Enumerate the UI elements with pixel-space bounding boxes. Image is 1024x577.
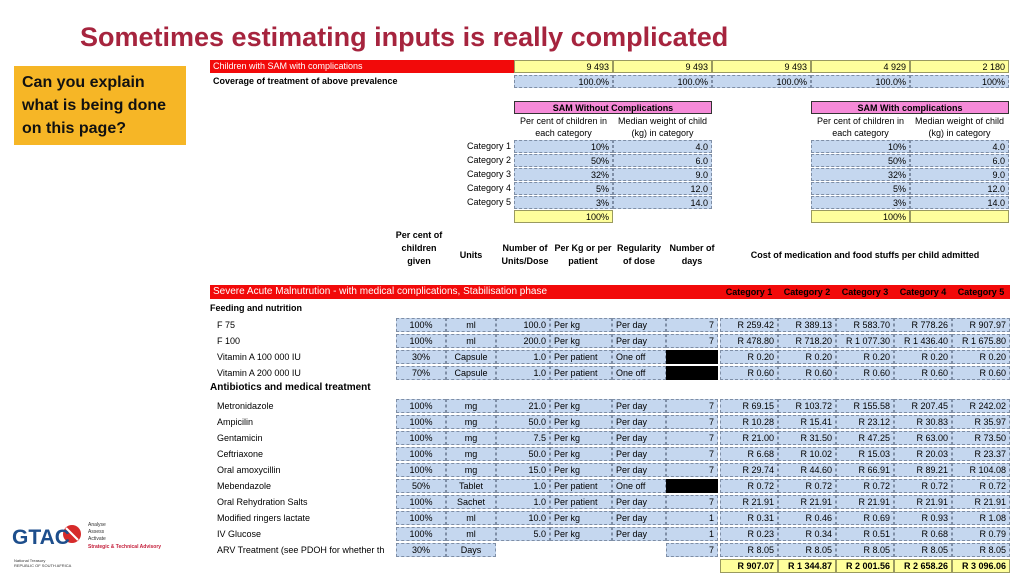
row-cost: R 44.60: [778, 463, 836, 477]
row-days-blank: [666, 479, 718, 493]
coverage-label: Coverage of treatment of above prevalence: [213, 76, 398, 86]
coverage-value[interactable]: 100.0%: [811, 75, 910, 88]
row-regularity[interactable]: Per day: [612, 318, 666, 332]
row-unit[interactable]: Capsule: [446, 350, 496, 364]
sam_with-header: SAM With complications: [811, 101, 1009, 114]
sam_without-weight[interactable]: 14.0: [613, 196, 712, 209]
row-perkg[interactable]: Per kg: [550, 511, 612, 525]
row-cost: R 778.26: [894, 318, 952, 332]
row-unit[interactable]: mg: [446, 447, 496, 461]
row-days[interactable]: 7: [666, 415, 718, 429]
row-days[interactable]: 7: [666, 447, 718, 461]
section-feeding: Feeding and nutrition: [210, 303, 302, 313]
row-cost: R 15.03: [836, 447, 894, 461]
row-cost: R 0.60: [952, 366, 1010, 380]
row-regularity[interactable]: Per day: [612, 463, 666, 477]
row-pct[interactable]: 100%: [396, 511, 446, 525]
row-perkg[interactable]: Per patient: [550, 495, 612, 509]
row-regularity[interactable]: One off: [612, 366, 666, 380]
category-header: Category 4: [894, 285, 952, 299]
row-cost: R 0.72: [952, 479, 1010, 493]
row-cost: R 0.72: [836, 479, 894, 493]
category-label: Category 4: [466, 183, 511, 193]
row-num-units[interactable]: 1.0: [496, 366, 550, 380]
sam_with-weight[interactable]: 14.0: [910, 196, 1009, 209]
row-perkg[interactable]: Per kg: [550, 447, 612, 461]
row-regularity[interactable]: Per day: [612, 431, 666, 445]
row-cost: R 35.97: [952, 415, 1010, 429]
row-name: Modified ringers lactate: [217, 513, 311, 523]
sam_without-weight[interactable]: 9.0: [613, 168, 712, 181]
row-cost: R 718.20: [778, 334, 836, 348]
sam_without-weight[interactable]: 12.0: [613, 182, 712, 195]
row-cost: R 103.72: [778, 399, 836, 413]
row-name: Gentamicin: [217, 433, 263, 443]
row-num-units[interactable]: 100.0: [496, 318, 550, 332]
row-days[interactable]: 7: [666, 495, 718, 509]
row-perkg[interactable]: Per kg: [550, 463, 612, 477]
callout-line-2: what is being done: [22, 97, 167, 114]
row-name: Ceftriaxone: [217, 449, 264, 459]
header-perkg: Per Kg or per patient: [554, 243, 612, 266]
row-perkg[interactable]: Per kg: [550, 415, 612, 429]
row-cost: R 104.08: [952, 463, 1010, 477]
row-name: Vitamin A 200 000 IU: [217, 368, 301, 378]
row-cost: R 0.34: [778, 527, 836, 541]
row-regularity[interactable]: Per day: [612, 511, 666, 525]
sam_without-pct[interactable]: 3%: [514, 196, 613, 209]
sam_with-weight[interactable]: 4.0: [910, 140, 1009, 153]
row-perkg[interactable]: Per patient: [550, 366, 612, 380]
coverage-value[interactable]: 100%: [910, 75, 1009, 88]
callout-line-3: on this page?: [22, 120, 126, 137]
row-unit[interactable]: Tablet: [446, 479, 496, 493]
row-name: IV Glucose: [217, 529, 262, 539]
row-perkg[interactable]: Per kg: [550, 399, 612, 413]
logo-text: GTAC: [12, 526, 70, 549]
row-cost: R 31.50: [778, 431, 836, 445]
header-regularity: Regularity of dose: [616, 243, 661, 266]
sam_with-weight[interactable]: 12.0: [910, 182, 1009, 195]
row-unit[interactable]: mg: [446, 463, 496, 477]
sam_without-pct[interactable]: 32%: [514, 168, 613, 181]
row-cost: R 0.60: [894, 366, 952, 380]
row-num-units[interactable]: 21.0: [496, 399, 550, 413]
coverage-value[interactable]: 100.0%: [613, 75, 712, 88]
sam_without-col2-header: Median weight of child (kg) in category: [617, 116, 708, 138]
row-perkg[interactable]: Per patient: [550, 479, 612, 493]
row-cost: R 29.74: [720, 463, 778, 477]
row-name: Vitamin A 100 000 IU: [217, 352, 301, 362]
row-cost: R 207.45: [894, 399, 952, 413]
row-cost: R 0.51: [836, 527, 894, 541]
row-cost: R 0.46: [778, 511, 836, 525]
row-unit[interactable]: Sachet: [446, 495, 496, 509]
sam_with-pct[interactable]: 32%: [811, 168, 910, 181]
category-header: Category 2: [778, 285, 836, 299]
category-header: Category 5: [952, 285, 1010, 299]
row-cost: R 69.15: [720, 399, 778, 413]
sam_without-pct[interactable]: 5%: [514, 182, 613, 195]
row-cost: R 242.02: [952, 399, 1010, 413]
row-unit[interactable]: ml: [446, 318, 496, 332]
total-cost: R 3 096.06: [952, 559, 1010, 573]
sam_with-pct[interactable]: 10%: [811, 140, 910, 153]
row-num-units[interactable]: 1.0: [496, 479, 550, 493]
sam_without-pct[interactable]: 10%: [514, 140, 613, 153]
total-cost: R 1 344.87: [778, 559, 836, 573]
prevalence-value[interactable]: 9 493: [613, 60, 712, 73]
row-unit[interactable]: ml: [446, 527, 496, 541]
row-perkg[interactable]: Per kg: [550, 334, 612, 348]
row-num-units[interactable]: 50.0: [496, 415, 550, 429]
row-num-units[interactable]: 15.0: [496, 463, 550, 477]
sam_without-header: SAM Without Complications: [514, 101, 712, 114]
sam_without-weight[interactable]: 4.0: [613, 140, 712, 153]
prevalence-label: Children with SAM with complications: [210, 60, 514, 73]
category-header: Category 1: [720, 285, 778, 299]
row-cost: R 30.83: [894, 415, 952, 429]
row-name: Ampicilin: [217, 417, 254, 427]
row-pct[interactable]: 100%: [396, 495, 446, 509]
logo-tag-3: Activate: [88, 536, 106, 542]
logo-tag-4: Strategic & Technical Advisory: [88, 544, 162, 550]
sam_with-col2-header: Median weight of child (kg) in category: [914, 116, 1005, 138]
row-cost: R 20.03: [894, 447, 952, 461]
row-cost: R 0.60: [720, 366, 778, 380]
row-pct[interactable]: 30%: [396, 350, 446, 364]
row-name: Metronidazole: [217, 401, 274, 411]
row-cost: R 8.05: [720, 543, 778, 557]
row-num-units[interactable]: 7.5: [496, 431, 550, 445]
row-perkg[interactable]: Per kg: [550, 431, 612, 445]
row-cost: R 21.91: [778, 495, 836, 509]
section-antibiotics: Antibiotics and medical treatment: [210, 382, 371, 393]
sam_with-col1-header: Per cent of children in each category: [816, 116, 905, 138]
row-unit[interactable]: Capsule: [446, 366, 496, 380]
row-regularity[interactable]: Per day: [612, 415, 666, 429]
row-name: F 100: [217, 336, 241, 346]
logo-foot-1: National Treasury: [14, 558, 46, 563]
category-label: Category 5: [466, 197, 511, 207]
row-days[interactable]: 7: [666, 463, 718, 477]
row-num-units[interactable]: 10.0: [496, 511, 550, 525]
row-cost: R 389.13: [778, 318, 836, 332]
row-days-blank: [666, 350, 718, 364]
row-cost: R 8.05: [778, 543, 836, 557]
row-cost: R 0.23: [720, 527, 778, 541]
row-pct[interactable]: 70%: [396, 366, 446, 380]
sam_with-pct[interactable]: 5%: [811, 182, 910, 195]
gtac-logo: [12, 520, 162, 572]
row-cost: R 0.20: [894, 350, 952, 364]
row-cost: R 21.91: [720, 495, 778, 509]
row-days-blank: [666, 366, 718, 380]
row-cost: R 66.91: [836, 463, 894, 477]
row-cost: R 10.28: [720, 415, 778, 429]
row-cost: R 0.79: [952, 527, 1010, 541]
row-regularity[interactable]: One off: [612, 350, 666, 364]
row-name: ARV Treatment (see PDOH for whether th: [217, 545, 385, 555]
row-name: F 75: [217, 320, 236, 330]
row-cost: R 47.25: [836, 431, 894, 445]
row-regularity[interactable]: Per day: [612, 527, 666, 541]
row-pct[interactable]: 100%: [396, 447, 446, 461]
row-cost: R 583.70: [836, 318, 894, 332]
prevalence-value[interactable]: 2 180: [910, 60, 1009, 73]
coverage-value[interactable]: 100.0%: [514, 75, 613, 88]
row-cost: R 15.41: [778, 415, 836, 429]
row-cost: R 10.02: [778, 447, 836, 461]
row-cost: R 0.72: [894, 479, 952, 493]
row-days[interactable]: 7: [666, 334, 718, 348]
row-cost: R 8.05: [952, 543, 1010, 557]
row-cost: R 907.97: [952, 318, 1010, 332]
logo-tag-1: Analyse: [88, 522, 106, 528]
row-cost: R 0.20: [952, 350, 1010, 364]
row-perkg[interactable]: Per patient: [550, 350, 612, 364]
row-pct[interactable]: 100%: [396, 415, 446, 429]
row-num-units[interactable]: 50.0: [496, 447, 550, 461]
row-cost: R 8.05: [894, 543, 952, 557]
row-cost: R 63.00: [894, 431, 952, 445]
sam_without-total: 100%: [514, 210, 613, 223]
row-pct[interactable]: 100%: [396, 431, 446, 445]
row-cost: R 259.42: [720, 318, 778, 332]
row-regularity[interactable]: Per day: [612, 495, 666, 509]
row-cost: R 0.72: [778, 479, 836, 493]
sam_without-pct[interactable]: 50%: [514, 154, 613, 167]
sam_with-pct[interactable]: 50%: [811, 154, 910, 167]
question-callout: [14, 66, 186, 145]
row-pct[interactable]: 30%: [396, 543, 446, 557]
header-units: Units: [459, 250, 483, 260]
row-cost: R 0.20: [720, 350, 778, 364]
row-cost: R 73.50: [952, 431, 1010, 445]
row-cost: R 0.69: [836, 511, 894, 525]
row-cost: R 21.91: [894, 495, 952, 509]
row-num-units[interactable]: 200.0: [496, 334, 550, 348]
row-regularity[interactable]: Per day: [612, 447, 666, 461]
total-cost: R 2 658.26: [894, 559, 952, 573]
total-cost: R 907.07: [720, 559, 778, 573]
row-cost: R 1 077.30: [836, 334, 894, 348]
row-cost: R 0.72: [720, 479, 778, 493]
row-cost: R 0.31: [720, 511, 778, 525]
row-perkg[interactable]: Per kg: [550, 318, 612, 332]
sam_with-pct[interactable]: 3%: [811, 196, 910, 209]
section-bar: Severe Acute Malnutrution - with medical complications, Stabilisation phase: [210, 285, 720, 299]
row-pct[interactable]: 100%: [396, 318, 446, 332]
row-unit[interactable]: ml: [446, 334, 496, 348]
row-cost: R 21.91: [836, 495, 894, 509]
row-name: Mebendazole: [217, 481, 272, 491]
row-unit[interactable]: mg: [446, 415, 496, 429]
prevalence-value[interactable]: 9 493: [514, 60, 613, 73]
prevalence-value[interactable]: 9 493: [712, 60, 811, 73]
row-cost: R 1.08: [952, 511, 1010, 525]
logo-tag-2: Assess: [88, 529, 105, 535]
callout-line-1: Can you explain: [22, 74, 145, 91]
row-cost: R 8.05: [836, 543, 894, 557]
row-name: Oral amoxycillin: [217, 465, 281, 475]
row-cost: R 0.60: [778, 366, 836, 380]
row-perkg[interactable]: Per kg: [550, 527, 612, 541]
category-header: Category 3: [836, 285, 894, 299]
row-cost: R 23.12: [836, 415, 894, 429]
category-label: Category 1: [466, 141, 511, 151]
row-days[interactable]: 7: [666, 543, 718, 557]
row-cost: R 21.00: [720, 431, 778, 445]
row-num-units[interactable]: 1.0: [496, 495, 550, 509]
row-cost: R 0.60: [836, 366, 894, 380]
row-cost: R 478.80: [720, 334, 778, 348]
sam_without-col1-header: Per cent of children in each category: [519, 116, 608, 138]
row-cost: R 0.93: [894, 511, 952, 525]
header-cost: Cost of medication and food stuffs per child admitted: [750, 250, 980, 260]
row-cost: R 0.68: [894, 527, 952, 541]
row-days[interactable]: 1: [666, 511, 718, 525]
page-title: Sometimes estimating inputs is really complicated: [80, 22, 729, 52]
row-cost: R 0.20: [836, 350, 894, 364]
row-unit[interactable]: ml: [446, 511, 496, 525]
row-unit[interactable]: mg: [446, 399, 496, 413]
sam-with-total-pad: [910, 210, 1009, 223]
prevalence-value[interactable]: 4 929: [811, 60, 910, 73]
row-cost: R 6.68: [720, 447, 778, 461]
row-pct[interactable]: 50%: [396, 479, 446, 493]
row-unit[interactable]: Days: [446, 543, 496, 557]
row-cost: R 0.20: [778, 350, 836, 364]
row-days[interactable]: 7: [666, 431, 718, 445]
row-cost: R 89.21: [894, 463, 952, 477]
row-pct[interactable]: 100%: [396, 463, 446, 477]
row-num-units[interactable]: 5.0: [496, 527, 550, 541]
row-cost: R 155.58: [836, 399, 894, 413]
sam_with-weight[interactable]: 9.0: [910, 168, 1009, 181]
sam_with-total: 100%: [811, 210, 910, 223]
row-days[interactable]: 1: [666, 527, 718, 541]
row-regularity[interactable]: Per day: [612, 399, 666, 413]
row-cost: R 21.91: [952, 495, 1010, 509]
header-days: Number of days: [669, 243, 715, 266]
row-pct[interactable]: 100%: [396, 399, 446, 413]
coverage-value[interactable]: 100.0%: [712, 75, 811, 88]
row-num-units[interactable]: 1.0: [496, 350, 550, 364]
header-pct-given: Per cent of children given: [395, 230, 443, 266]
total-cost: R 2 001.56: [836, 559, 894, 573]
sam_without-weight[interactable]: 6.0: [613, 154, 712, 167]
row-cost: R 1 675.80: [952, 334, 1010, 348]
row-regularity[interactable]: Per day: [612, 334, 666, 348]
row-pct[interactable]: 100%: [396, 527, 446, 541]
category-label: Category 3: [466, 169, 511, 179]
logo-foot-2: REPUBLIC OF SOUTH AFRICA: [14, 563, 72, 568]
row-cost: R 1 436.40: [894, 334, 952, 348]
row-days[interactable]: 7: [666, 399, 718, 413]
sam_with-weight[interactable]: 6.0: [910, 154, 1009, 167]
row-cost: R 23.37: [952, 447, 1010, 461]
row-pct[interactable]: 100%: [396, 334, 446, 348]
row-unit[interactable]: mg: [446, 431, 496, 445]
row-days[interactable]: 7: [666, 318, 718, 332]
row-regularity[interactable]: One off: [612, 479, 666, 493]
header-num-units: Number of Units/Dose: [501, 243, 549, 266]
category-label: Category 2: [466, 155, 511, 165]
row-name: Oral Rehydration Salts: [217, 497, 308, 507]
